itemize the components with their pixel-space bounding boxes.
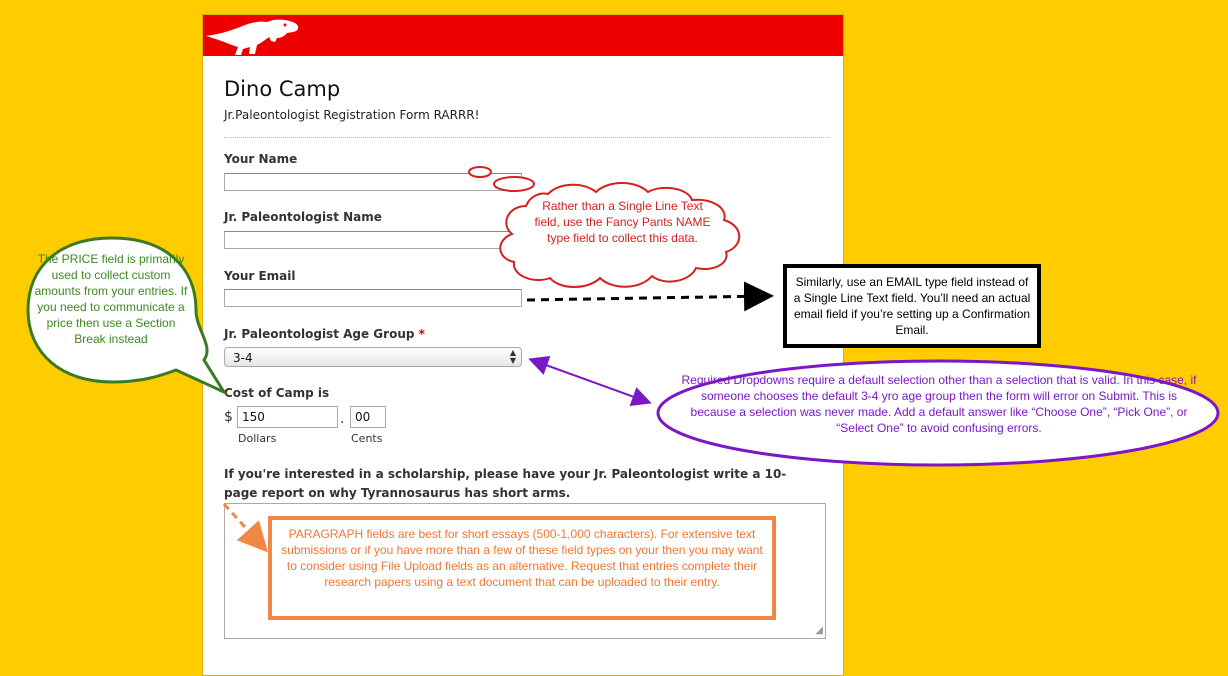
thought-dot-small [469, 167, 491, 177]
required-asterisk: * [418, 327, 425, 341]
email-arrow [527, 296, 768, 300]
dropdown-arrow [532, 360, 648, 402]
age-group-selected: 3-4 [233, 351, 253, 365]
decimal-point: . [340, 411, 345, 427]
paragraph-callout-text: PARAGRAPH fields are best for short essays (500-1,000 characters). For extensive text submissions or if you have more than a few of these field types on your then you may want to consider using File Upload fields as an alternative. Request that entries complete their research papers using a text document that can be uploaded to their entry. [281, 527, 763, 589]
dropdown-callout-text: Required Dropdowns require a default selection other than a selection that is valid. In this case, if someone chooses the default 3-4 yro age group then the form will error on Submit. This is because a selection was never made. Add a default answer like “Choose One”, “Pick One”, or “Select One” to avoid confusing errors. [681, 373, 1197, 435]
price-callout [0, 232, 238, 402]
jr-name-label: Jr. Paleontologist Name [224, 210, 382, 224]
select-arrows-icon: ▲ ▼ [509, 348, 516, 365]
name-callout-text: Rather than a Single Line Text field, use the Fancy Pants NAME type field to collect this data. [534, 199, 711, 245]
form-title: Dino Camp [224, 77, 341, 101]
dollars-input[interactable]: 150 [237, 406, 338, 428]
price-callout-text: The PRICE field is primarily used to collect custom amounts from your entries. If you need to communicate a price then use a Section Break instead [34, 252, 188, 346]
form-subtitle: Jr.Paleontologist Registration Form RARRR! [224, 108, 480, 122]
email-callout [783, 264, 1041, 348]
name-callout [494, 160, 750, 290]
email-callout-text: Similarly, use an EMAIL type field instead of a Single Line Text field. You’ll need an actual email field if you’re setting up a Confirmation Email. [793, 275, 1031, 337]
dropdown-callout [655, 358, 1221, 468]
cents-label: Cents [351, 432, 383, 445]
paragraph-callout [268, 516, 776, 620]
resize-grip-icon[interactable]: ◢ [815, 625, 823, 636]
dollars-label: Dollars [238, 432, 277, 445]
email-label: Your Email [224, 269, 296, 283]
cost-label: Cost of Camp is [224, 386, 330, 400]
your-name-label: Your Name [224, 152, 298, 166]
currency-symbol: $ [224, 409, 233, 425]
paragraph-arrow [224, 504, 264, 548]
age-group-label-text: Jr. Paleontologist Age Group [224, 327, 415, 341]
cents-input[interactable]: 00 [350, 406, 386, 428]
scholarship-question: If you're interested in a scholarship, please have your Jr. Paleontologist write a 10-page report on why Tyrannosaurus has short arms. [224, 467, 787, 500]
